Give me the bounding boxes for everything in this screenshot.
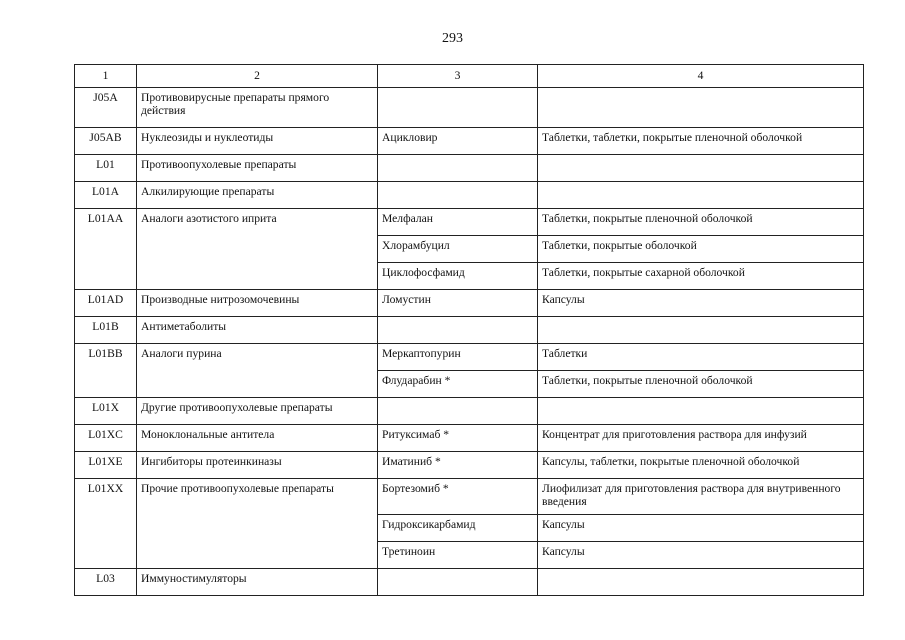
atc-code-cell: L01A	[75, 182, 137, 209]
group-name-cell: Производные нитрозомочевины	[137, 290, 378, 317]
dosage-form-cell: Капсулы	[538, 290, 864, 317]
dosage-form-cell: Таблетки, покрытые сахарной оболочкой	[538, 263, 864, 290]
drug-name-cell	[378, 569, 538, 596]
dosage-form-cell	[538, 182, 864, 209]
drug-name-cell: Ритуксимаб *	[378, 425, 538, 452]
drug-name-cell	[378, 317, 538, 344]
drug-name-cell: Мелфалан	[378, 209, 538, 236]
table-row	[75, 479, 864, 515]
table-row	[75, 155, 864, 182]
drug-name-cell: Хлорамбуцил	[378, 236, 538, 263]
dosage-form-cell	[538, 88, 864, 128]
dosage-form-cell	[538, 317, 864, 344]
column-header-4: 4	[538, 65, 864, 88]
dosage-form-cell: Лиофилизат для приготовления раствора для внутривенного введения	[538, 479, 864, 515]
drug-name-cell: Третиноин	[378, 542, 538, 569]
dosage-form-cell: Таблетки, таблетки, покрытые пленочной оболочкой	[538, 128, 864, 155]
drug-name-cell: Ацикловир	[378, 128, 538, 155]
drug-name-cell: Меркаптопурин	[378, 344, 538, 371]
dosage-form-cell: Концентрат для приготовления раствора для инфузий	[538, 425, 864, 452]
group-name-cell: Ингибиторы протеинкиназы	[137, 452, 378, 479]
atc-code-cell: L01AA	[75, 209, 137, 290]
group-name-cell: Аналоги азотистого иприта	[137, 209, 378, 290]
drug-name-cell: Иматиниб *	[378, 452, 538, 479]
dosage-form-cell: Капсулы, таблетки, покрытые пленочной оболочкой	[538, 452, 864, 479]
dosage-form-cell: Таблетки, покрытые пленочной оболочкой	[538, 371, 864, 398]
atc-code-cell: L01X	[75, 398, 137, 425]
atc-code-cell: L03	[75, 569, 137, 596]
column-header-2: 2	[137, 65, 378, 88]
drug-name-cell: Циклофосфамид	[378, 263, 538, 290]
dosage-form-cell: Таблетки	[538, 344, 864, 371]
table-row	[75, 88, 864, 128]
column-header-3: 3	[378, 65, 538, 88]
atc-code-cell: J05AB	[75, 128, 137, 155]
atc-code-cell: L01B	[75, 317, 137, 344]
atc-code-cell: L01AD	[75, 290, 137, 317]
table-row	[75, 425, 864, 452]
group-name-cell: Другие противоопухолевые препараты	[137, 398, 378, 425]
atc-code-cell: L01	[75, 155, 137, 182]
table-row	[75, 569, 864, 596]
table-row	[75, 344, 864, 371]
group-name-cell: Прочие противоопухолевые препараты	[137, 479, 378, 569]
drug-name-cell	[378, 398, 538, 425]
drug-name-cell: Гидроксикарбамид	[378, 515, 538, 542]
dosage-form-cell: Таблетки, покрытые пленочной оболочкой	[538, 209, 864, 236]
group-name-cell: Нуклеозиды и нуклеотиды	[137, 128, 378, 155]
table-row	[75, 209, 864, 236]
dosage-form-cell: Таблетки, покрытые оболочкой	[538, 236, 864, 263]
atc-code-cell: L01XE	[75, 452, 137, 479]
drug-name-cell: Флударабин *	[378, 371, 538, 398]
column-header-1: 1	[75, 65, 137, 88]
drug-name-cell: Бортезомиб *	[378, 479, 538, 515]
table-row	[75, 317, 864, 344]
table-row	[75, 452, 864, 479]
dosage-form-cell: Капсулы	[538, 515, 864, 542]
dosage-form-cell	[538, 398, 864, 425]
table-row	[75, 398, 864, 425]
drug-name-cell: Ломустин	[378, 290, 538, 317]
drug-table	[74, 64, 864, 596]
group-name-cell: Аналоги пурина	[137, 344, 378, 398]
drug-name-cell	[378, 182, 538, 209]
dosage-form-cell	[538, 569, 864, 596]
dosage-form-cell	[538, 155, 864, 182]
dosage-form-cell: Капсулы	[538, 542, 864, 569]
group-name-cell: Иммуностимуляторы	[137, 569, 378, 596]
group-name-cell: Алкилирующие препараты	[137, 182, 378, 209]
atc-code-cell: L01XC	[75, 425, 137, 452]
table-row	[75, 182, 864, 209]
atc-code-cell: J05A	[75, 88, 137, 128]
atc-code-cell: L01XX	[75, 479, 137, 569]
table-row	[75, 290, 864, 317]
table-header-row	[75, 65, 864, 88]
drug-name-cell	[378, 155, 538, 182]
group-name-cell: Антиметаболиты	[137, 317, 378, 344]
drug-name-cell	[378, 88, 538, 128]
atc-code-cell: L01BB	[75, 344, 137, 398]
group-name-cell: Противовирусные препараты прямого действия	[137, 88, 378, 128]
table-row	[75, 128, 864, 155]
page-number: 293	[442, 31, 463, 46]
group-name-cell: Противоопухолевые препараты	[137, 155, 378, 182]
group-name-cell: Моноклональные антитела	[137, 425, 378, 452]
